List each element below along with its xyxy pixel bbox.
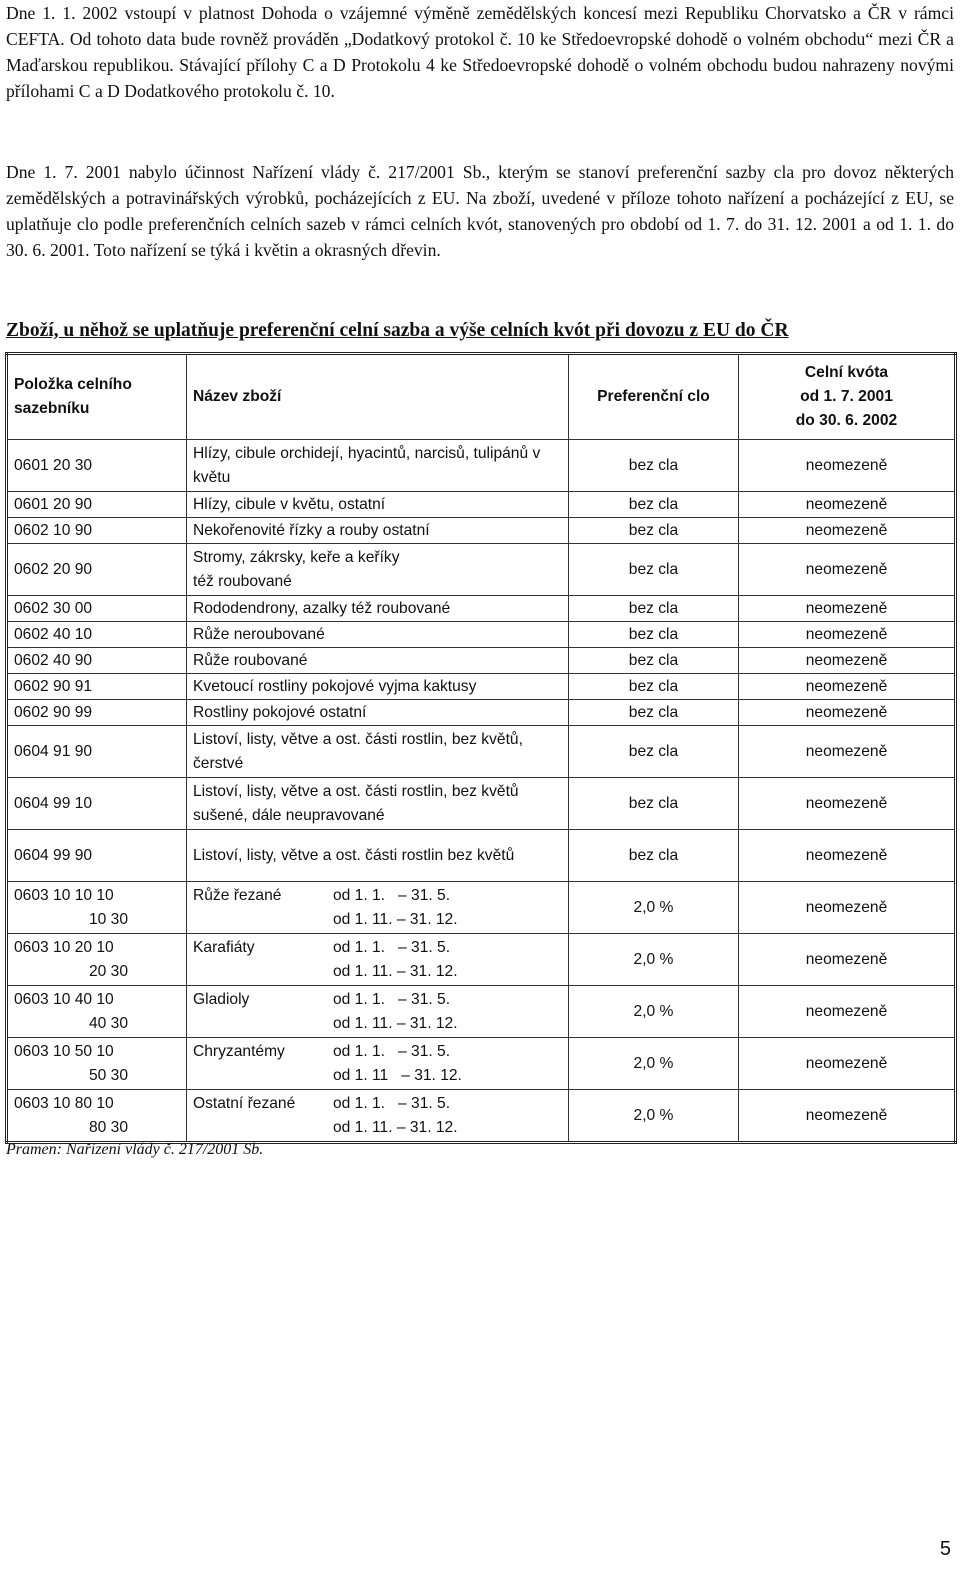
period-first: od 1. 1. – 31. 5.: [333, 886, 451, 904]
table-heading: Zboží, u něhož se uplatňuje preferenční celní sazba a výše celních kvót při dovozu z EU do ČR: [6, 320, 789, 341]
item-name: Karafiáty: [193, 938, 255, 956]
period-first: od 1. 1. – 31. 5.: [333, 938, 451, 956]
code-primary: 0603 10 20 10: [14, 938, 114, 956]
item-name: Chryzantémy: [193, 1042, 285, 1060]
period-second: od 1. 11 – 31. 12.: [333, 1066, 462, 1084]
header-quota-to: do 30. 6. 2002: [795, 412, 898, 429]
cell-quota: neomezeně: [739, 518, 956, 544]
code-primary: 0603 10 40 10: [14, 990, 114, 1008]
code-secondary: 10 30: [89, 910, 129, 928]
period-second: od 1. 11. – 31. 12.: [333, 1014, 458, 1032]
table-row: [7, 700, 956, 726]
cell-code: [7, 882, 187, 934]
table-row: [7, 726, 956, 778]
cell-quota: neomezeně: [739, 830, 956, 882]
header-rate: Preferenční clo: [569, 354, 739, 440]
cell-name: Stromy, zákrsky, keře a keříky též roubované: [187, 544, 569, 596]
cell-quota: neomezeně: [739, 986, 956, 1038]
cell-code: 0601 20 30: [7, 440, 187, 492]
cell-code: 0604 99 90: [7, 830, 187, 882]
cell-rate: bez cla: [569, 648, 739, 674]
cell-quota: neomezeně: [739, 1090, 956, 1143]
cell-code: 0602 20 90: [7, 544, 187, 596]
cell-quota: neomezeně: [739, 674, 956, 700]
cell-name: Listoví, listy, větve a ost. části rostlin, bez květů sušené, dále neupravované: [187, 778, 569, 830]
period-first: od 1. 1. – 31. 5.: [333, 990, 451, 1008]
table-row: [7, 622, 956, 648]
table-row: [7, 1090, 956, 1143]
table-header-row: [7, 354, 956, 440]
cell-code: 0604 91 90: [7, 726, 187, 778]
cell-rate: bez cla: [569, 726, 739, 778]
cell-name: [187, 1090, 569, 1143]
header-quota-from: od 1. 7. 2001: [800, 388, 893, 405]
cell-name: Růže neroubované: [187, 622, 569, 648]
cell-name: [187, 882, 569, 934]
item-name: Růže řezané: [193, 886, 282, 904]
cell-rate: 2,0 %: [569, 934, 739, 986]
cell-rate: bez cla: [569, 830, 739, 882]
code-secondary: 50 30: [89, 1066, 129, 1084]
code-secondary: 80 30: [89, 1118, 129, 1136]
cell-quota: neomezeně: [739, 648, 956, 674]
period-second: od 1. 11. – 31. 12.: [333, 1118, 458, 1136]
tariff-table: [5, 352, 957, 1144]
cell-quota: neomezeně: [739, 778, 956, 830]
cell-code: 0602 90 91: [7, 674, 187, 700]
source-note: Pramen: Nařízení vlády č. 217/2001 Sb.: [6, 1141, 264, 1158]
cell-quota: neomezeně: [739, 440, 956, 492]
code-secondary: 40 30: [89, 1014, 129, 1032]
cell-name: Listoví, listy, větve a ost. části rostlin, bez květů, čerstvé: [187, 726, 569, 778]
table-row: [7, 492, 956, 518]
cell-rate: bez cla: [569, 518, 739, 544]
cell-code: 0602 40 90: [7, 648, 187, 674]
cell-name: Hlízy, cibule orchidejí, hyacintů, narcisů, tulipánů v květu: [187, 440, 569, 492]
period-first: od 1. 1. – 31. 5.: [333, 1094, 451, 1112]
cell-name: Listoví, listy, větve a ost. části rostlin bez květů: [187, 830, 569, 882]
header-quota: [739, 354, 956, 440]
cell-name: [187, 986, 569, 1038]
period-first: od 1. 1. – 31. 5.: [333, 1042, 451, 1060]
cell-code: [7, 1090, 187, 1143]
cell-rate: bez cla: [569, 440, 739, 492]
code-primary: 0603 10 10 10: [14, 886, 114, 904]
table-row: [7, 934, 956, 986]
table-row: [7, 544, 956, 596]
regulation-paragraph: Dne 1. 7. 2001 nabylo účinnost Nařízení vlády č. 217/2001 Sb., kterým se stanoví preferenční sazby cla pro dovoz některých zemědělských a potravinářských výrobků, pocházejících z EU. Na zboží, uvedené v příloze tohoto nařízení a pocházející z EU, se uplatňuje clo podle preferenčních celních sazeb v rámci celních kvót, stanovených pro období od 1. 7. do 31. 12. 2001 a od 1. 1. do 30. 6. 2001. Toto nařízení se týká i květin a okrasných dřevin.: [6, 162, 954, 260]
cell-code: [7, 986, 187, 1038]
table-row: [7, 648, 956, 674]
page-number: 5: [939, 1538, 951, 1560]
cell-name: [187, 934, 569, 986]
cell-rate: 2,0 %: [569, 1090, 739, 1143]
cell-rate: 2,0 %: [569, 1038, 739, 1090]
table-row: [7, 882, 956, 934]
cell-quota: neomezeně: [739, 934, 956, 986]
header-code: Položka celního sazebníku: [7, 354, 187, 440]
code-primary: 0603 10 80 10: [14, 1094, 114, 1112]
period-second: od 1. 11. – 31. 12.: [333, 910, 458, 928]
cell-name: Rododendrony, azalky též roubované: [187, 596, 569, 622]
cell-code: 0601 20 90: [7, 492, 187, 518]
table-row: [7, 830, 956, 882]
item-name: Gladioly: [193, 990, 250, 1008]
cell-name: [187, 1038, 569, 1090]
table-row: [7, 986, 956, 1038]
intro-paragraph: Dne 1. 1. 2002 vstoupí v platnost Dohoda o vzájemné výměně zemědělských koncesí mezi Republiku Chorvatsko a ČR v rámci CEFTA. Od tohoto data bude rovněž prováděn „Dodatkový protokol č. 10 ke Středoevropské dohodě o volném obchodu“ mezi ČR a Maďarskou republikou. Stávající přílohy C a D Protokolu 4 ke Středoevropské dohodě o volném obchodu budou nahrazeny novými přílohami C a D Dodatkového protokolu č. 10.: [6, 3, 954, 101]
cell-name: Nekořenovité řízky a rouby ostatní: [187, 518, 569, 544]
cell-code: 0602 40 10: [7, 622, 187, 648]
cell-quota: neomezeně: [739, 622, 956, 648]
cell-quota: neomezeně: [739, 700, 956, 726]
header-quota-title: Celní kvóta: [804, 364, 889, 381]
table-row: [7, 596, 956, 622]
cell-code: [7, 934, 187, 986]
cell-rate: bez cla: [569, 492, 739, 518]
cell-name: Hlízy, cibule v květu, ostatní: [187, 492, 569, 518]
cell-code: 0602 30 00: [7, 596, 187, 622]
cell-rate: bez cla: [569, 674, 739, 700]
item-name: Ostatní řezané: [193, 1094, 296, 1112]
period-second: od 1. 11. – 31. 12.: [333, 962, 458, 980]
cell-rate: bez cla: [569, 700, 739, 726]
cell-code: [7, 1038, 187, 1090]
table-row: [7, 778, 956, 830]
cell-rate: bez cla: [569, 544, 739, 596]
header-name: Název zboží: [187, 354, 569, 440]
cell-quota: neomezeně: [739, 882, 956, 934]
cell-rate: 2,0 %: [569, 986, 739, 1038]
code-secondary: 20 30: [89, 962, 129, 980]
cell-quota: neomezeně: [739, 492, 956, 518]
cell-rate: bez cla: [569, 596, 739, 622]
cell-rate: bez cla: [569, 622, 739, 648]
table-row: [7, 674, 956, 700]
cell-name: Kvetoucí rostliny pokojové vyjma kaktusy: [187, 674, 569, 700]
cell-code: 0602 10 90: [7, 518, 187, 544]
table-row: [7, 440, 956, 492]
cell-name: Rostliny pokojové ostatní: [187, 700, 569, 726]
code-primary: 0603 10 50 10: [14, 1042, 114, 1060]
cell-quota: neomezeně: [739, 1038, 956, 1090]
cell-rate: 2,0 %: [569, 882, 739, 934]
cell-code: 0602 90 99: [7, 700, 187, 726]
cell-quota: neomezeně: [739, 596, 956, 622]
cell-name: Růže roubované: [187, 648, 569, 674]
table-row: [7, 1038, 956, 1090]
table-row: [7, 518, 956, 544]
cell-quota: neomezeně: [739, 544, 956, 596]
cell-code: 0604 99 10: [7, 778, 187, 830]
cell-quota: neomezeně: [739, 726, 956, 778]
cell-rate: bez cla: [569, 778, 739, 830]
